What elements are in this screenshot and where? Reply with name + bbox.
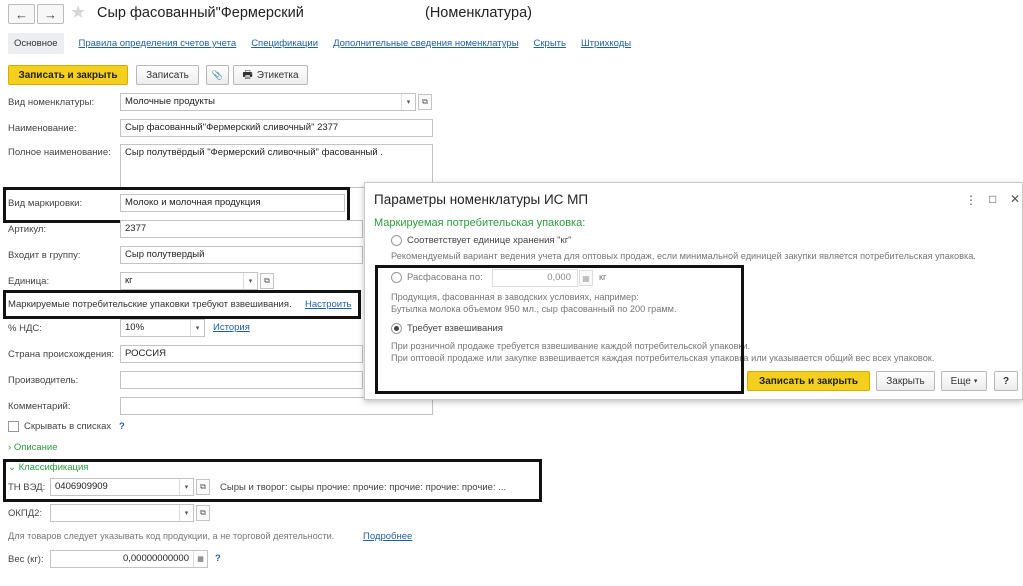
opt3-hint2: При оптовой продаже или закупке взвешивается каждая потребительская упаковка или указывается общий вес всех упаковок. xyxy=(391,353,935,363)
tab-barcodes[interactable]: Штрихкоды xyxy=(580,38,632,49)
dialog-save-close-button[interactable]: Записать и закрыть xyxy=(747,371,870,391)
paperclip-icon: 📎 xyxy=(211,69,224,80)
opt2-label: Расфасована по: xyxy=(407,272,483,283)
highlight-options xyxy=(375,265,744,394)
opt2-value-field[interactable]: 0,000 xyxy=(492,269,578,287)
hide-label: Скрывать в списках xyxy=(24,421,112,432)
back-button[interactable] xyxy=(8,4,35,24)
description-label: Описание xyxy=(13,442,58,453)
okpd-hint: Для товаров следует указывать код продукции, а не торговой деятельности. xyxy=(8,531,335,541)
highlight-weigh xyxy=(3,290,361,319)
unit-field[interactable] xyxy=(120,272,258,290)
close-icon[interactable]: ✕ xyxy=(1010,192,1021,206)
attach-button[interactable] xyxy=(206,65,229,85)
producer-label: Производитель: xyxy=(8,375,79,386)
chevron-right-icon: › xyxy=(8,442,12,453)
unit-label: Единица: xyxy=(8,276,50,287)
tnved-value: 0406909909 xyxy=(55,481,108,492)
chevron-down-icon: ▾ xyxy=(973,378,978,385)
country-label: Страна происхождения: xyxy=(8,349,115,360)
opt3-label: Требует взвешивания xyxy=(407,323,503,334)
calculator-icon[interactable]: ▦ xyxy=(579,270,593,286)
okpd-label: ОКПД2: xyxy=(8,508,43,519)
chevron-down-icon[interactable]: ▾ xyxy=(179,505,193,521)
group-label: Входит в группу: xyxy=(8,250,81,261)
fullname-label: Полное наименование: xyxy=(8,147,111,158)
classification-label: Классификация xyxy=(18,462,89,473)
chevron-down-icon[interactable]: ▾ xyxy=(179,479,193,495)
label-print-text: Этикетка xyxy=(256,69,299,81)
vat-label: % НДС: xyxy=(8,323,42,334)
tab-main[interactable]: Основное xyxy=(8,33,64,54)
highlight-marking xyxy=(3,187,350,223)
opt2-hint2: Бутылка молока объемом 950 мл., сыр фасованный по 200 грамм. xyxy=(391,304,677,314)
comment-label: Комментарий: xyxy=(8,401,71,412)
save-and-close-button[interactable]: Записать и закрыть xyxy=(8,65,128,85)
opt1-hint: Рекомендуемый вариант ведения учета для оптовых продаж, если минимальной единицей закупки является потребительская упаковка. xyxy=(391,251,976,261)
open-icon[interactable]: ⧉ xyxy=(260,273,274,289)
dialog-section-title: Маркируемая потребительская упаковка: xyxy=(374,217,586,229)
opt3-hint1: При розничной продаже требуется взвешивание каждой потребительской упаковки. xyxy=(391,341,751,351)
tab-additional-info[interactable]: Дополнительные сведения номенклатуры xyxy=(333,38,519,49)
maximize-icon[interactable]: □ xyxy=(989,192,997,206)
fullname-field[interactable]: Сыр полутвёрдый "Фермерский сливочный" фасованный . xyxy=(120,144,433,188)
configure-link[interactable]: Настроить xyxy=(305,299,352,310)
dialog-help-button[interactable]: ? xyxy=(994,371,1018,391)
country-field[interactable]: РОССИЯ xyxy=(120,345,363,363)
producer-field[interactable] xyxy=(120,371,363,389)
chevron-down-icon[interactable]: ▾ xyxy=(190,320,204,336)
favorite-star-icon[interactable]: ★ xyxy=(70,2,87,22)
open-icon[interactable]: ⧉ xyxy=(418,94,432,110)
highlight-tnved xyxy=(3,459,542,502)
vat-history-link[interactable]: История xyxy=(213,322,250,333)
label-print-button[interactable] xyxy=(233,65,308,85)
marking-label: Вид маркировки: xyxy=(8,198,83,209)
page-title-suffix: (Номенклатура) xyxy=(425,5,532,21)
help-icon[interactable]: ? xyxy=(215,553,221,564)
tab-specifications[interactable]: Спецификации xyxy=(251,38,319,49)
okpd-more-link[interactable]: Подробнее xyxy=(363,531,413,542)
page-title: Сыр фасованный"Фермерский xyxy=(97,5,304,21)
article-field[interactable]: 2377 xyxy=(120,220,363,238)
opt1-label: Соответствует единице хранения "кг" xyxy=(407,235,572,246)
tab-account-rules[interactable]: Правила определения счетов учета xyxy=(78,38,237,49)
radio-opt1[interactable] xyxy=(391,235,402,246)
ismp-params-dialog xyxy=(364,182,1023,400)
unit-value: кг xyxy=(125,275,133,286)
weight-field[interactable] xyxy=(50,550,208,568)
group-field[interactable]: Сыр полутвердый xyxy=(120,246,363,264)
vat-value: 10% xyxy=(125,322,145,333)
weight-label: Вес (кг): xyxy=(8,554,44,565)
tnved-description: Сыры и творог: сыры прочие: прочие: прочие: прочие: прочие: ... xyxy=(220,482,507,493)
vat-field[interactable] xyxy=(120,319,205,337)
open-icon[interactable]: ⧉ xyxy=(196,479,210,495)
hide-checkbox[interactable] xyxy=(8,421,19,432)
marking-field[interactable]: Молоко и молочная продукция xyxy=(120,194,345,212)
printer-icon: 🖶 xyxy=(242,68,253,81)
calculator-icon[interactable]: ▦ xyxy=(193,551,207,567)
open-icon[interactable]: ⧉ xyxy=(196,505,210,521)
okpd-field[interactable] xyxy=(50,504,194,522)
save-button[interactable]: Записать xyxy=(136,65,199,85)
dialog-close-button[interactable]: Закрыть xyxy=(876,371,935,391)
name-label: Наименование: xyxy=(8,123,77,134)
article-label: Артикул: xyxy=(8,224,47,235)
chevron-down-icon[interactable]: ▾ xyxy=(401,94,415,110)
form-tabs xyxy=(8,33,646,54)
forward-button[interactable] xyxy=(37,4,64,24)
vid-nom-field[interactable] xyxy=(120,93,416,111)
section-description[interactable] xyxy=(8,442,58,453)
tnved-label: ТН ВЭД: xyxy=(8,482,46,493)
chevron-down-icon: ⌄ xyxy=(8,462,16,473)
back-arrow-icon: ← xyxy=(15,6,28,22)
more-label: Еще xyxy=(950,375,971,387)
dialog-title: Параметры номенклатуры ИС МП xyxy=(374,192,589,207)
chevron-down-icon[interactable]: ▾ xyxy=(243,273,257,289)
opt2-hint1: Продукция, фасованная в заводских условиях, например: xyxy=(391,292,639,302)
vid-nom-label: Вид номенклатуры: xyxy=(8,97,95,108)
dialog-more-button[interactable] xyxy=(941,371,987,391)
vid-nom-value: Молочные продукты xyxy=(125,96,216,107)
forward-arrow-icon: → xyxy=(44,6,57,22)
tab-hide[interactable]: Скрыть xyxy=(533,38,566,49)
opt2-unit: кг xyxy=(599,272,607,282)
help-icon[interactable]: ? xyxy=(119,421,125,432)
weight-value: 0,00000000000 xyxy=(122,553,189,564)
menu-icon[interactable]: ⋮ xyxy=(965,193,977,207)
weigh-notice: Маркируемые потребительские упаковки требуют взвешивания. xyxy=(8,299,292,310)
name-field[interactable]: Сыр фасованный"Фермерский сливочный" 2377 xyxy=(120,119,433,137)
